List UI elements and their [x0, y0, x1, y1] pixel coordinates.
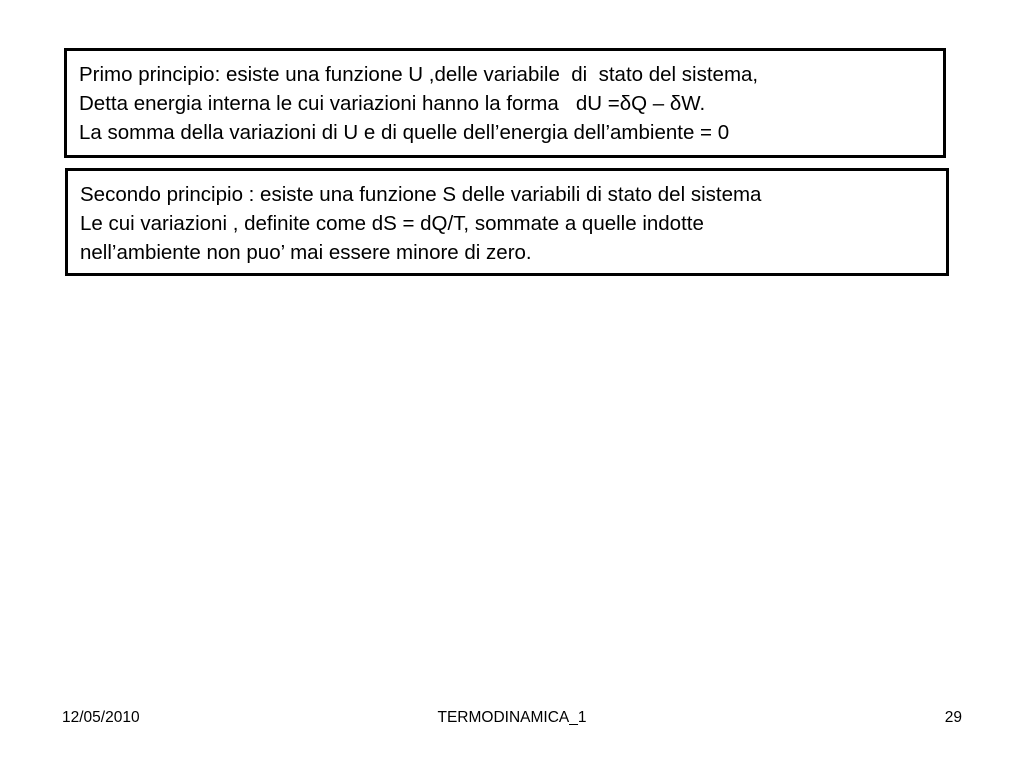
footer-title: TERMODINAMICA_1 [437, 709, 587, 726]
footer-page-number: 29 [944, 709, 962, 726]
first-principle-line-3: La somma della variazioni di U e di quelle dell’energia dell’ambiente = 0 [79, 121, 730, 144]
second-principle-box [65, 168, 949, 276]
first-principle-box [64, 48, 946, 158]
second-principle-line-2: Le cui variazioni , definite come dS = dQ/T, sommate a quelle indotte [80, 212, 704, 235]
first-principle-line-2: Detta energia interna le cui variazioni hanno la forma dU =δQ – δW. [79, 92, 706, 115]
second-principle-line-1: Secondo principio : esiste una funzione S delle variabili di stato del sistema [80, 183, 762, 206]
first-principle-line-1: Primo principio: esiste una funzione U ,delle variabile di stato del sistema, [79, 63, 759, 86]
footer-date: 12/05/2010 [62, 709, 140, 726]
second-principle-line-3: nell’ambiente non puo’ mai essere minore di zero. [80, 241, 532, 264]
